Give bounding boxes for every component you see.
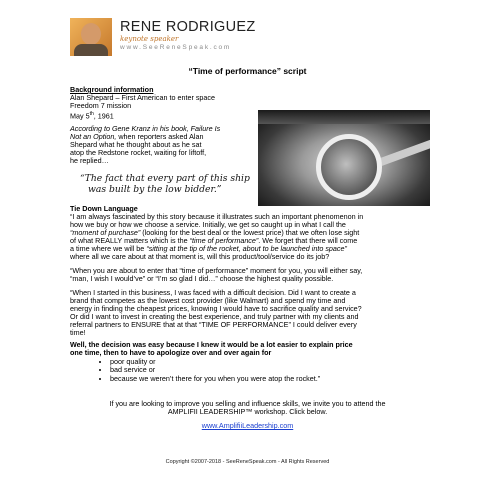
p1-line-3: “moment of purchase” (looking for the best deal or the lowest price) that we often lose sight	[70, 228, 360, 237]
background-line-2: Freedom 7 mission	[70, 101, 132, 110]
decision-line-1: Well, the decision was easy because I knew it would be a lot easier to explain price	[70, 340, 353, 349]
list-item: • bad service or	[110, 366, 320, 374]
promo-line-2: AMPLIFII LEADERSHIP™ workshop. Click below.	[167, 407, 328, 416]
kranz-line-5: he replied…	[70, 156, 109, 165]
apology-list	[80, 358, 320, 383]
brand-url[interactable]: www.SeeReneSpeak.com	[120, 44, 232, 51]
p1-line-6: where all we care about at that moment is, will this product/tool/service do its job?	[70, 252, 330, 261]
kranz-line-3: Shepard what he thought about as he sat	[70, 140, 202, 149]
page-title: “Time of performance” script	[188, 66, 307, 76]
author-photo	[70, 18, 112, 56]
background-heading: Background information	[70, 85, 154, 94]
p2-line-1: “When you are about to enter that “time of performance” moment for you, you will either say,	[70, 266, 363, 275]
p1-line-4: of what REALLY matters which is the “time of performance”. We forget that there will come	[70, 236, 358, 245]
shepard-quote: “The fact that every part of this ship was built by the low bidder.”	[80, 173, 250, 195]
p1-line-2: how we buy or how we choose a service. Initially, we get so caught up in what I call the	[70, 220, 346, 229]
p3-line-1: “When I started in this business, I was faced with a difficult decision. Did I want to create a	[70, 288, 356, 297]
promo-link-row	[60, 422, 435, 430]
copyright-footer: Copyright ©2007-2018 - SeeReneSpeak.com - All Rights Reserved	[165, 459, 330, 465]
list-item: • because we weren’t there for you when you were atop the rocket.”	[110, 375, 320, 383]
list-item: • poor quality or	[110, 358, 320, 366]
brand-name: RENE RODRIGUEZ	[120, 19, 256, 35]
p1-line-5: a time where we will be “sitting at the tip of the rocket, about to be launched into space”	[70, 244, 347, 253]
p3-line-5: referral partners to ENSURE that at that “TIME OF PERFORMANCE” I could deliver every	[70, 320, 357, 329]
decision-line-2: one time, then to have to apologize over and over again for	[70, 348, 272, 357]
p3-line-6: time!	[70, 328, 86, 337]
p3-line-2: brand that competes as the lowest cost provider (like Walmart) and spend my time and	[70, 296, 346, 305]
p3-line-4: Or did I want to invest in creating the best experience, and truly partner with my clients and	[70, 312, 359, 321]
p3-line-3: energy in finding the cheapest prices, knowing I would have to sacrifice quality and service?	[70, 304, 362, 313]
background-date: May 5th, 1961	[70, 111, 114, 121]
brand-header	[70, 18, 420, 56]
tiedown-heading: Tie Down Language	[70, 204, 138, 213]
promo-line-1: If you are looking to improve you selling and influence skills, we invite you to attend the	[109, 399, 386, 408]
kranz-line-1: According to Gene Kranz in his book, Failure Is	[70, 124, 221, 133]
kranz-line-4: atop the Redstone rocket, waiting for liftoff,	[70, 148, 207, 157]
background-line-1: Alan Shepard – First American to enter space	[70, 93, 216, 102]
amplifii-link[interactable]: www.AmplifiiLeadership.com	[201, 421, 294, 430]
astronaut-photo	[258, 110, 430, 206]
p2-line-2: “man, I wish I would’ve” or “I’m so glad I did…” choose the highest quality possible.	[70, 274, 334, 283]
p1-line-1: “I am always fascinated by this story because it illustrates such an important phenomenon in	[70, 212, 364, 221]
brand-tagline: keynote speaker	[120, 35, 179, 43]
kranz-line-2: Not an Option, when reporters asked Alan	[70, 132, 204, 141]
